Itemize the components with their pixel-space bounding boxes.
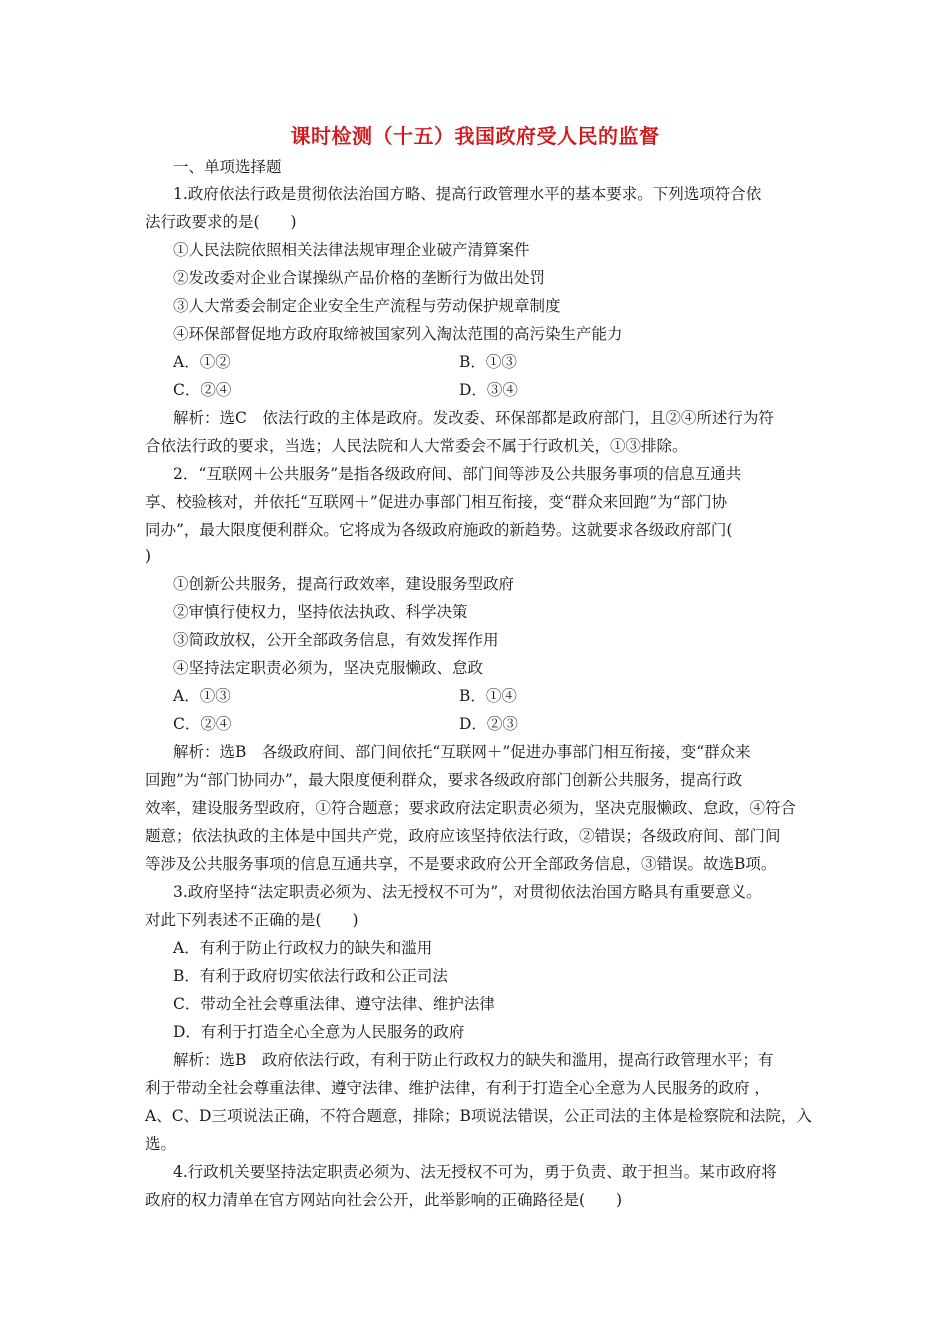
q1-item-4: ④环保部督促地方政府取缔被国家列入淘汰范围的高污染生产能力 xyxy=(173,325,623,343)
q1-analysis-line-2: 合依法行政的要求，当选；人民法院和人大常委会不属于行政机关，①③排除。 xyxy=(145,437,688,455)
q2-option-a: A．①③ xyxy=(173,687,231,705)
q3-option-d: D．有利于打造全心全意为人民服务的政府 xyxy=(173,1023,465,1041)
page-title: 课时检测（十五）我国政府受人民的监督 xyxy=(290,124,660,148)
q2-analysis-line-4: 题意；依法执政的主体是中国共产党，政府应该坚持依法行政，②错误；各级政府间、部门间 xyxy=(145,827,781,845)
q2-item-3: ③简政放权，公开全部政务信息，有效发挥作用 xyxy=(173,631,499,649)
q2-stem-line-1: 2．“互联网＋公共服务”是指各级政府间、部门间等涉及公共服务事项的信息互通共 xyxy=(173,465,742,483)
q2-item-1: ①创新公共服务，提高行政效率，建设服务型政府 xyxy=(173,575,515,593)
q2-option-c: C．②④ xyxy=(173,715,232,733)
q1-option-c: C．②④ xyxy=(173,381,232,399)
q2-stem-line-4: ) xyxy=(145,547,152,565)
q3-option-c: C．带动全社会尊重法律、遵守法律、维护法律 xyxy=(173,995,495,1013)
q3-stem-line-2: 对此下列表述不正确的是( ) xyxy=(145,911,359,929)
q2-option-b: B．①④ xyxy=(459,687,517,705)
q2-item-2: ②审慎行使权力，坚持依法执政、科学决策 xyxy=(173,603,468,621)
q2-stem-line-3: 同办”，最大限度便利群众。它将成为各级政府施政的新趋势。这就要求各级政府部门( xyxy=(145,521,733,539)
q3-option-a: A．有利于防止行政权力的缺失和滥用 xyxy=(173,939,433,957)
q2-stem-line-2: 享、校验核对，并依托“互联网＋”促进办事部门相互衔接，变“群众来回跑”为“部门协 xyxy=(145,493,728,511)
section-heading: 一、单项选择题 xyxy=(173,158,282,176)
q1-stem-line-1: 1.政府依法行政是贯彻依法治国方略、提高行政管理水平的基本要求。下列选项符合依 xyxy=(173,185,762,203)
q2-analysis-line-5: 等涉及公共服务事项的信息互通共享，不是要求政府公开全部政务信息，③错误。故选B项。 xyxy=(145,855,777,873)
q2-analysis-line-1: 解析：选B 各级政府间、部门间依托“互联网＋”促进办事部门相互衔接，变“群众来 xyxy=(173,743,751,761)
q3-analysis-line-2: 利于带动全社会尊重法律、遵守法律、维护法律，有利于打造全心全意为人民服务的政府 ， xyxy=(145,1079,770,1097)
q4-stem-line-1: 4.行政机关要坚持法定职责必须为、法无授权不可为，勇于负责、敢于担当。某市政府将 xyxy=(173,1163,777,1181)
q1-item-1: ①人民法院依照相关法律法规审理企业破产清算案件 xyxy=(173,241,530,259)
q2-analysis-line-2: 回跑”为“部门协同办”，最大限度便利群众，要求各级政府部门创新公共服务，提高行政 xyxy=(145,771,743,789)
q2-item-4: ④坚持法定职责必须为，坚决克服懒政、怠政 xyxy=(173,659,484,677)
q2-analysis-line-3: 效率，建设服务型政府，①符合题意；要求政府法定职责必须为，坚决克服懒政、怠政，④符合 xyxy=(145,799,797,817)
q2-option-d: D．②③ xyxy=(459,715,518,733)
q4-stem-line-2: 政府的权力清单在官方网站向社会公开，此举影响的正确路径是( ) xyxy=(145,1191,623,1209)
q1-stem-line-2: 法行政要求的是( ) xyxy=(145,213,297,231)
q1-analysis-line-1: 解析：选C 依法行政的主体是政府。发改委、环保部都是政府部门，且②④所述行为符 xyxy=(173,409,774,427)
q1-item-3: ③人大常委会制定企业安全生产流程与劳动保护规章制度 xyxy=(173,297,561,315)
q1-option-d: D．③④ xyxy=(459,381,518,399)
q1-option-a: A．①② xyxy=(173,353,231,371)
q1-option-b: B．①③ xyxy=(459,353,517,371)
q3-stem-line-1: 3.政府坚持“法定职责必须为、法无授权不可为”，对贯彻依法治国方略具有重要意义。 xyxy=(173,883,762,901)
q3-analysis-line-4: 选。 xyxy=(145,1135,177,1153)
q3-analysis-line-3: A、C、D三项说法正确，不符合题意，排除；B项说法错误，公正司法的主体是检察院和法院，入 xyxy=(145,1107,812,1125)
q3-option-b: B．有利于政府切实依法行政和公正司法 xyxy=(173,967,448,985)
q1-item-2: ②发改委对企业合谋操纵产品价格的垄断行为做出处罚 xyxy=(173,269,546,287)
q3-analysis-line-1: 解析：选B 政府依法行政，有利于防止行政权力的缺失和滥用，提高行政管理水平；有 xyxy=(173,1051,774,1069)
